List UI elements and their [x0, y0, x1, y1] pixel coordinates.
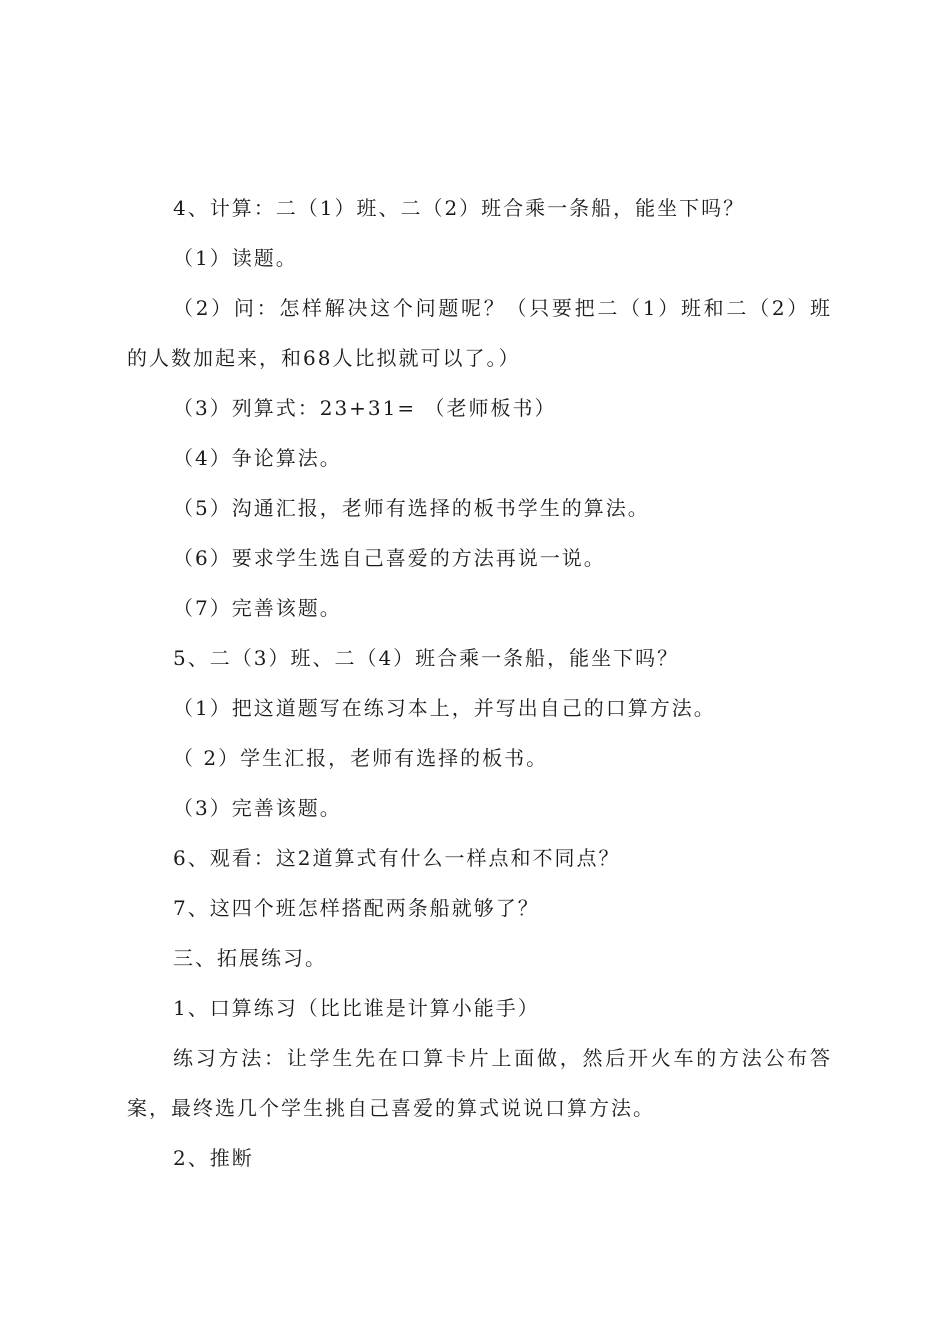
- document-body: [127, 183, 832, 1183]
- paragraph-step-read: （1）读题。: [173, 246, 298, 270]
- paragraph-step-formula: （3）列算式：23+31= （老师板书）: [173, 396, 557, 420]
- paragraph-item-4: 4、计算：二（1）班、二（2）班合乘一条船，能坐下吗？: [173, 196, 746, 220]
- paragraph-oral-practice: 1、口算练习（比比谁是计算小能手）: [173, 996, 540, 1020]
- paragraph-practice-method: 练习方法：让学生先在口算卡片上面做，然后开火车的方法公布答案，最终选几个学生挑自己喜爱的算式说说口算方法。: [127, 1046, 832, 1120]
- paragraph-judge: 2、推断: [173, 1146, 254, 1170]
- paragraph-step-complete: （7）完善该题。: [173, 596, 342, 620]
- paragraph-step-write: （1）把这道题写在练习本上，并写出自己的口算方法。: [173, 696, 716, 720]
- paragraph-item-6: 6、观看：这2道算式有什么一样点和不同点？: [173, 846, 621, 870]
- paragraph-step-ask: （2）问：怎样解决这个问题呢？（只要把二（1）班和二（2）班的人数加起来，和68人比拟就可以了。）: [127, 296, 832, 370]
- paragraph-step-discuss: （4）争论算法。: [173, 446, 342, 470]
- paragraph-step-retell: （6）要求学生选自己喜爱的方法再说一说。: [173, 546, 606, 570]
- section-heading-extension: 三、拓展练习。: [173, 946, 327, 970]
- paragraph-item-5: 5、二（3）班、二（4）班合乘一条船，能坐下吗？: [173, 646, 680, 670]
- paragraph-step-report: （5）沟通汇报，老师有选择的板书学生的算法。: [173, 496, 650, 520]
- paragraph-step-complete-2: （3）完善该题。: [173, 796, 342, 820]
- paragraph-item-7: 7、这四个班怎样搭配两条船就够了？: [173, 896, 540, 920]
- paragraph-step-report-2: （ 2）学生汇报，老师有选择的板书。: [173, 746, 549, 770]
